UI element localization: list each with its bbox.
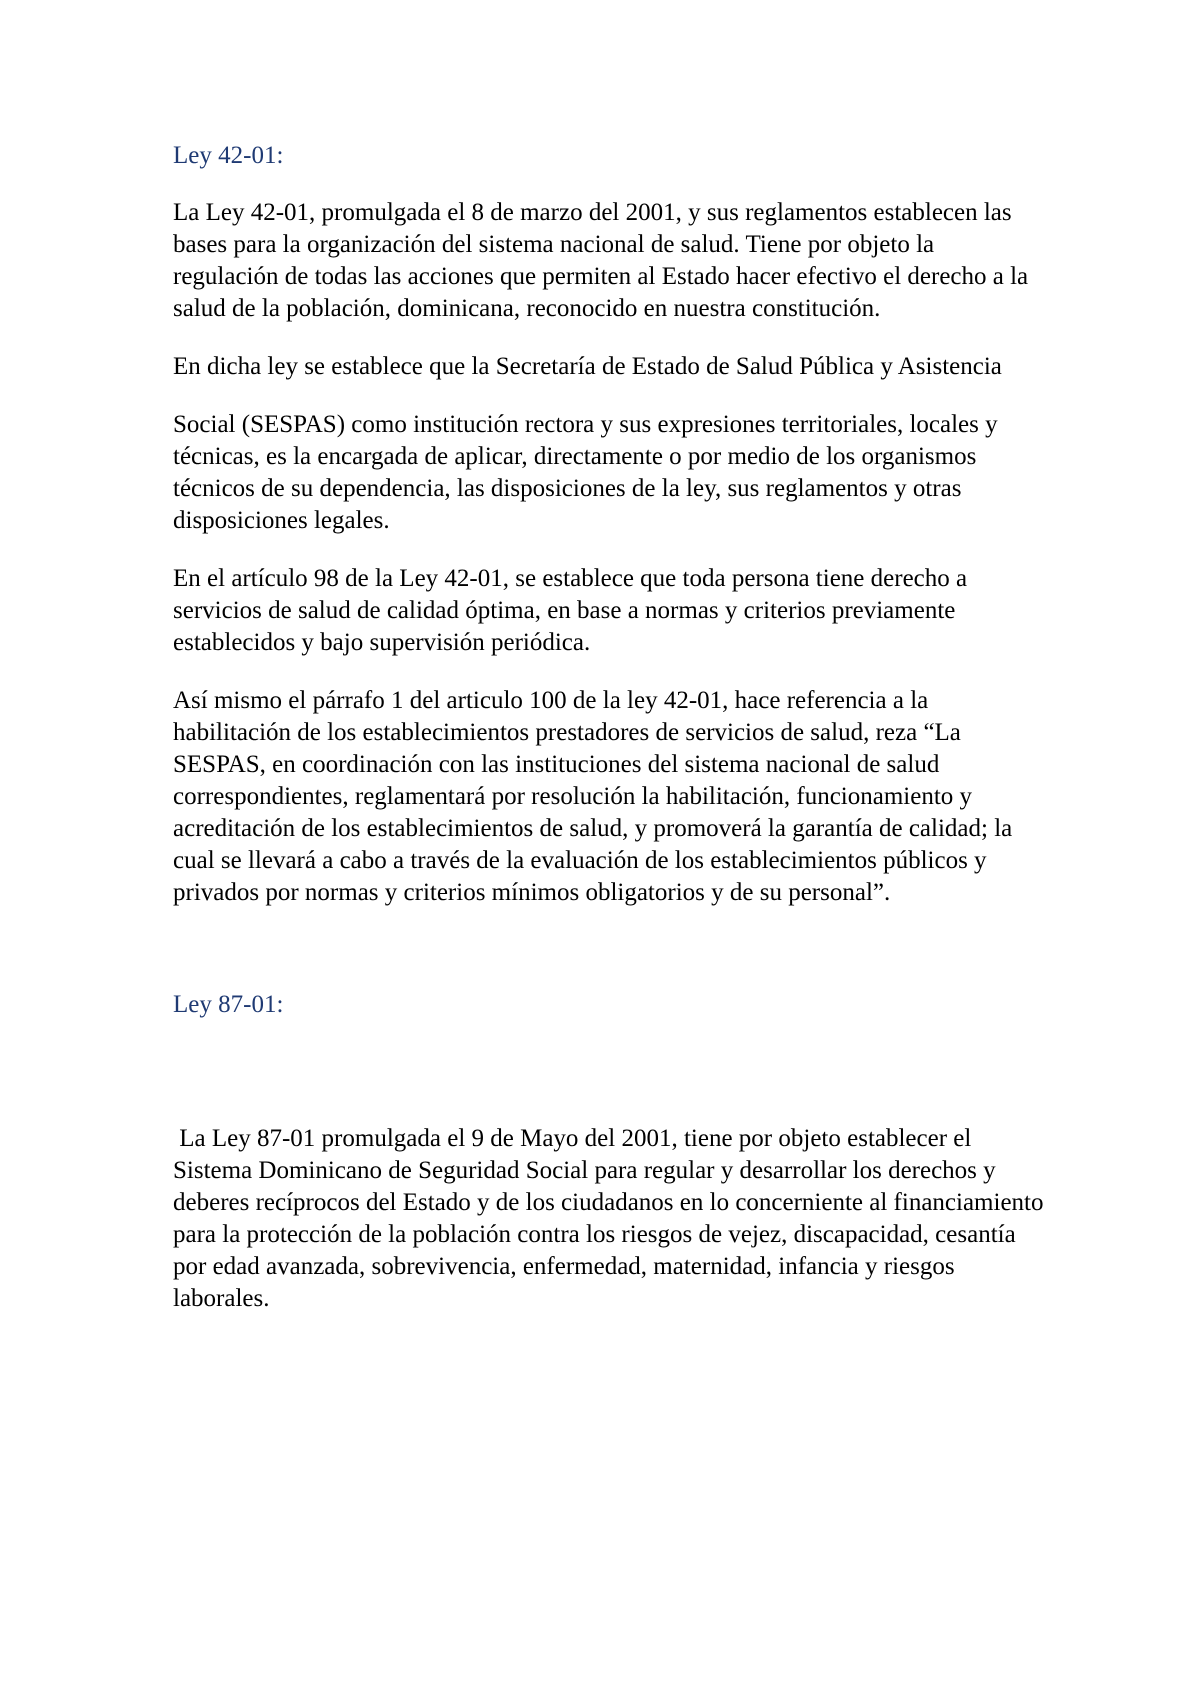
paragraph-sespas-rectora: Social (SESPAS) como institución rectora y sus expresiones territoriales, locales y técnicas, es la encargada de aplicar, directamente o por medio de los organismos técnicos de su dependencia, las disposiciones de la ley, sus reglamentos y otras disposiciones legales.	[173, 411, 998, 534]
document-body	[173, 140, 1050, 1315]
heading-ley-42-01: Ley 42-01:	[173, 142, 284, 169]
paragraph-articulo-100: Así mismo el párrafo 1 del articulo 100 de la ley 42-01, hace referencia a la habilitación de los establecimientos prestadores de servicios de salud, reza “La SESPAS, en coordinación con las instituciones del sistema nacional de salud correspondientes, reglamentará por resolución la habilitación, funcionamiento y acreditación de los establecimientos de salud, y promoverá la garantía de calidad; la cual se llevará a cabo a través de la evaluación de los establecimientos públicos y privados por normas y criterios mínimos obligatorios y de su personal”.	[173, 687, 1013, 906]
paragraph-ley-42-01-intro: La Ley 42-01, promulgada el 8 de marzo del 2001, y sus reglamentos establecen las bases para la organización del sistema nacional de salud. Tiene por objeto la regulación de todas las acciones que permiten al Estado hacer efectivo el derecho a la salud de la población, dominicana, reconocido en nuestra constitución.	[173, 199, 1029, 322]
paragraph-articulo-98: En el artículo 98 de la Ley 42-01, se establece que toda persona tiene derecho a servicios de salud de calidad óptima, en base a normas y criterios previamente establecidos y bajo supervisión periódica.	[173, 565, 968, 656]
heading-ley-87-01: Ley 87-01:	[173, 991, 284, 1018]
paragraph-sespas-establecimiento: En dicha ley se establece que la Secretaría de Estado de Salud Pública y Asistencia	[173, 353, 1002, 380]
paragraph-ley-87-01-intro: La Ley 87-01 promulgada el 9 de Mayo del 2001, tiene por objeto establecer el Sistema Dominicano de Seguridad Social para regular y desarrollar los derechos y deberes recíprocos del Estado y de los ciudadanos en lo concerniente al financiamiento para la protección de la población contra los riesgos de vejez, discapacidad, cesantía por edad avanzada, sobrevivencia, enfermedad, maternidad, infancia y riesgos laborales.	[173, 1125, 1050, 1312]
